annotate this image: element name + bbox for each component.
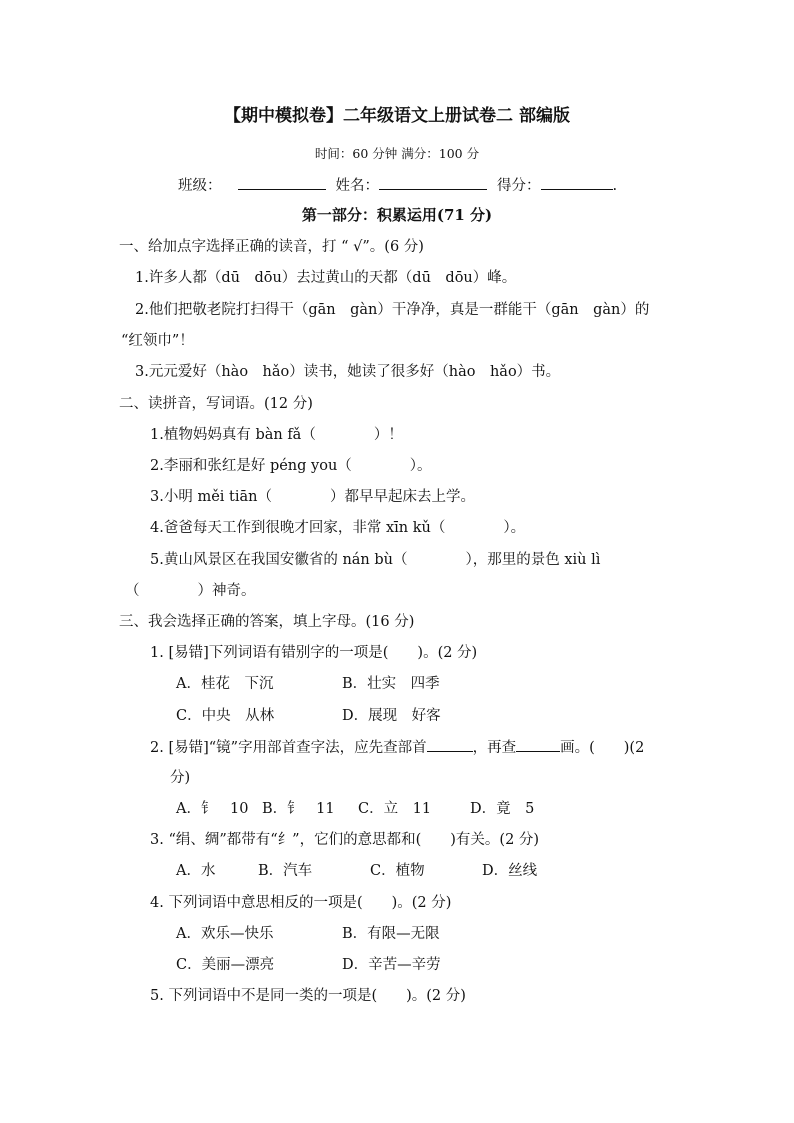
- q3-sub3-option-d: D．丝线: [482, 863, 538, 879]
- q3-sub4-option-b: B．有限—无限: [342, 926, 440, 942]
- q3-sub1-option-a: A．桂花 下沉: [176, 676, 274, 692]
- q1-item-2: 2.他们把敬老院打扫得干（gān gàn）干净净，真是一群能干（gān gàn）的: [135, 302, 650, 318]
- q3-sub4-option-a: A．欢乐—快乐: [176, 926, 274, 942]
- q3-sub4-stem: 4. 下列词语中意思相反的一项是( )。(2 分): [150, 895, 452, 911]
- q2-heading: 二、读拼音，写词语。(12 分): [119, 396, 313, 412]
- q2-item-1: 1.植物妈妈真有 bàn fǎ（ ）！: [150, 427, 403, 443]
- q3-sub2-option-c: C．立 11: [358, 801, 432, 817]
- class-field[interactable]: [238, 175, 326, 190]
- q3-sub4-option-d: D．辛苦—辛劳: [342, 957, 441, 973]
- stroke-count-blank[interactable]: [516, 737, 560, 752]
- q3-sub1-stem: 1. [易错]下列词语有错别字的一项是( )。(2 分): [150, 645, 478, 661]
- q3-sub1-option-b: B．壮实 四季: [342, 676, 440, 692]
- class-label: 班级：: [178, 178, 222, 194]
- q3-sub4-option-c: C．美丽—漂亮: [176, 957, 275, 973]
- q2-item-3: 3.小明 měi tiān（ ）都早早起床去上学。: [150, 489, 475, 505]
- q3-sub2-stem-c: 画。( )(2: [560, 740, 645, 756]
- radical-blank[interactable]: [427, 737, 473, 752]
- q1-item-3: 3.元元爱好（hào hǎo）读书，她读了很多好（hào hǎo）书。: [135, 364, 561, 380]
- score-field[interactable]: [541, 175, 613, 190]
- q1-item-1: 1.许多人都（dū dōu）去过黄山的天都（dū dōu）峰。: [135, 270, 517, 286]
- end-dot: .: [612, 178, 618, 194]
- part1-title: 第一部分：积累运用(71 分): [301, 206, 493, 224]
- q3-sub3-stem: 3. “绢、绸”都带有“纟”，它们的意思都和( )有关。(2 分): [150, 832, 540, 848]
- q3-sub2-option-b: B．钅 11: [262, 801, 335, 817]
- q3-sub1-option-d: D．展现 好客: [342, 708, 441, 724]
- q3-sub2-stem-a: 2. [易错]“镜”字用部首查字法，应先查部首: [150, 740, 427, 756]
- q2-item-2: 2.李丽和张红是好 péng you（ ）。: [150, 458, 432, 474]
- q1-heading: 一、给加点字选择正确的读音，打 “ √”。(6 分): [119, 239, 424, 255]
- page-title: 【期中模拟卷】二年级语文上册试卷二 部编版: [224, 106, 570, 126]
- q3-sub5-stem: 5. 下列词语中不是同一类的一项是( )。(2 分): [150, 988, 466, 1004]
- name-label: 姓名：: [335, 178, 379, 194]
- q3-sub3-option-c: C．植物: [370, 863, 425, 879]
- q3-sub2-option-a: A．钅 10: [176, 801, 249, 817]
- q3-sub3-option-a: A．水: [176, 863, 216, 879]
- q1-item-2-cont: “红领巾”！: [121, 333, 194, 349]
- q3-sub3-option-b: B．汽车: [258, 863, 313, 879]
- time-score-line: 时间：60 分钟 满分：100 分: [314, 146, 480, 161]
- q3-sub2-stem-b: ，再查: [472, 740, 517, 756]
- q3-sub2-stem: [150, 737, 644, 758]
- name-field[interactable]: [379, 175, 487, 190]
- score-label: 得分：: [497, 178, 541, 194]
- q3-sub2-option-d: D．竟 5: [470, 801, 535, 817]
- q2-item-5-cont: （ ）神奇。: [125, 583, 256, 599]
- q3-sub1-option-c: C．中央 从林: [176, 708, 275, 724]
- q2-item-4: 4.爸爸每天工作到很晚才回家，非常 xīn kǔ（ ）。: [150, 520, 526, 536]
- q2-item-5: 5.黄山风景区在我国安徽省的 nán bù（ ），那里的景色 xiù lì: [150, 552, 601, 568]
- q3-heading: 三、我会选择正确的答案，填上字母。(16 分): [119, 614, 415, 630]
- q3-sub2-stem-cont: 分): [170, 770, 191, 786]
- student-info-row: [178, 175, 617, 196]
